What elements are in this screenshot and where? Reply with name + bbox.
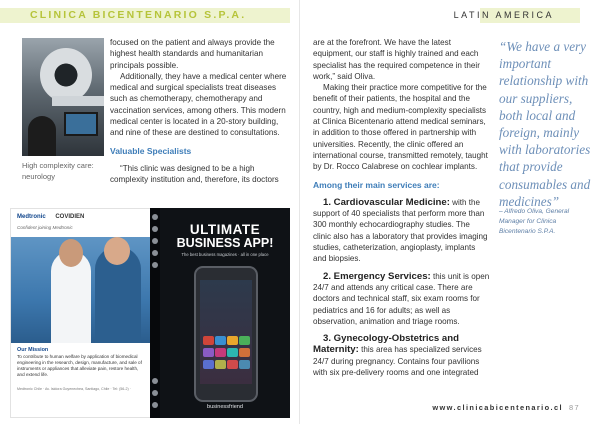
app-tile-icon [215, 336, 226, 345]
ad-logos [17, 214, 84, 220]
paragraph: are at the forefront. We have the latest equipment, our staff is highly trained and each specialist has the required competence in their work,” said Oliva. [313, 38, 480, 81]
app-tile-icon [227, 348, 238, 357]
medtronic-ad [10, 208, 152, 418]
monitor-shape [64, 112, 98, 136]
page-gutter [299, 0, 300, 424]
service-text: this area has specialized services 24/7 during pregnancy. Contains four pavilions with six pre-delivery rooms and one integrated [313, 345, 482, 378]
ad-subtitle: The best business magazines · all in one place [181, 252, 269, 257]
covidien-logo: COVIDIEN [55, 214, 85, 220]
technician-silhouette [28, 116, 56, 156]
app-tile-icon [215, 348, 226, 357]
paragraph: Additionally, they have a medical center where medical and surgical specialists treat diseases such as chemotherapy, chemotherapy and vaccination services, among others. This modern medical center is located in a 20-story building, and nine of these are destined to consultations. [110, 71, 287, 138]
service-text: this unit is open 24/7 and attends any critical case. There are doctors and technical staff, six exam rooms for pediatrics and 16 for adults; as well as observation, animation and triage rooms. [313, 271, 490, 326]
doctor-head [104, 237, 130, 265]
app-tile-icon [239, 348, 250, 357]
footer-url[interactable]: www.clinicabicentenario.cl [432, 403, 563, 412]
smartphone-image [194, 266, 258, 402]
service-heading: 3. Gynecology-Obstetrics and Maternity: [313, 333, 459, 356]
app-brand-name: businessfriend [206, 404, 244, 410]
app-tile-icon [203, 336, 214, 345]
toolbar-dot-icon [152, 214, 158, 220]
app-tile-icon [227, 360, 238, 369]
service-item [313, 333, 490, 378]
doctors-photo [11, 237, 152, 343]
header-band-left [0, 8, 290, 23]
services-subhead: Among their main services are: [313, 179, 440, 190]
region-title: LATIN AMERICA [453, 10, 554, 20]
ad-title-line-1: ULTIMATE [189, 222, 261, 237]
paragraph: focused on the patient and always provide the highest health standards and humanitarian principals possible. [110, 38, 275, 70]
photo-caption: High complexity care: neurology [22, 161, 94, 181]
header-band-right [290, 8, 580, 23]
doctor-head [59, 239, 83, 267]
app-tile-icon [227, 336, 238, 345]
mri-room-photo [22, 38, 104, 156]
magazine-section-title: CLINICA BICENTENARIO S.P.A. [30, 9, 247, 21]
app-tile-icon [239, 336, 250, 345]
toolbar-dot-icon [152, 262, 158, 268]
app-tile-icon [203, 360, 214, 369]
mission-text: To contribute to human welfare by application of biomedical engineering in the research, design, manufacture, and sale of instruments or appliances that alleviate pain, restore health, and extend life. [17, 354, 142, 377]
page-number: 87 [568, 403, 580, 412]
service-item [313, 271, 490, 327]
paragraph: Making their practice more competitive for the benefit of their patients, the hospital and the country, high and medium-complexity specialists at Clinica Bicentenario attend medical seminars, in addition to those offered in partnership with universities. Recently, the clinic offered an international course, transmitted remotely, taught by Dr. Rocco Calabrese on cochlear implants. [313, 83, 488, 172]
toolbar-dot-icon [152, 238, 158, 244]
toolbar-dot-icon [152, 250, 158, 256]
ad-title-line-2: BUSINESS APP! [176, 236, 274, 250]
toolbar-dot-icon [152, 402, 158, 408]
mission-title: Our Mission [17, 347, 49, 353]
page-footer [432, 403, 580, 412]
app-tile-icon [239, 360, 250, 369]
toolbar-dot-icon [152, 390, 158, 396]
page-header [0, 0, 600, 30]
service-item [313, 197, 490, 265]
app-tile-icon [215, 360, 226, 369]
ad-fine-print: Medtronic Chile · Av. Isidora Goyenechea, Santiago, Chile · Tel: (56-2) · [17, 387, 131, 391]
mri-scanner-shape [40, 48, 92, 102]
quote-attribution: – Alfredo Oliva, General Manager for Clinica Bicentenario S.P.A. [499, 208, 570, 235]
pull-quote: “We have a very important relationship with our suppliers, both local and foreign, mainly with laboratories that provide consumables and medicines” [499, 39, 591, 209]
ad-side-toolbar [150, 208, 160, 418]
section-subhead: Valuable Specialists [110, 145, 192, 156]
toolbar-dot-icon [152, 378, 158, 384]
scanner-bed-shape [52, 96, 104, 106]
article-column-2 [313, 37, 490, 378]
article-column-1 [110, 37, 292, 186]
ad-tagline: Confident joining Medtronic [17, 225, 73, 230]
service-heading: 1. Cardiovascular Medicine: [323, 196, 450, 208]
service-heading: 2. Emergency Services: [323, 270, 431, 282]
paragraph: “This clinic was designed to be a high complexity institution and, therefore, its doctors [110, 163, 279, 185]
business-app-ad [150, 208, 290, 418]
phone-screen [200, 280, 252, 384]
medtronic-logo: Medtronic [17, 214, 46, 220]
app-tile-icon [203, 348, 214, 357]
toolbar-dot-icon [152, 226, 158, 232]
service-text: with the support of 40 specialists that perform more than 300 monthly echocardiography studies. The clinic also has a laboratory that provides imaging studies, catheterization, angioplasty, implants and biopsies. [313, 197, 488, 264]
